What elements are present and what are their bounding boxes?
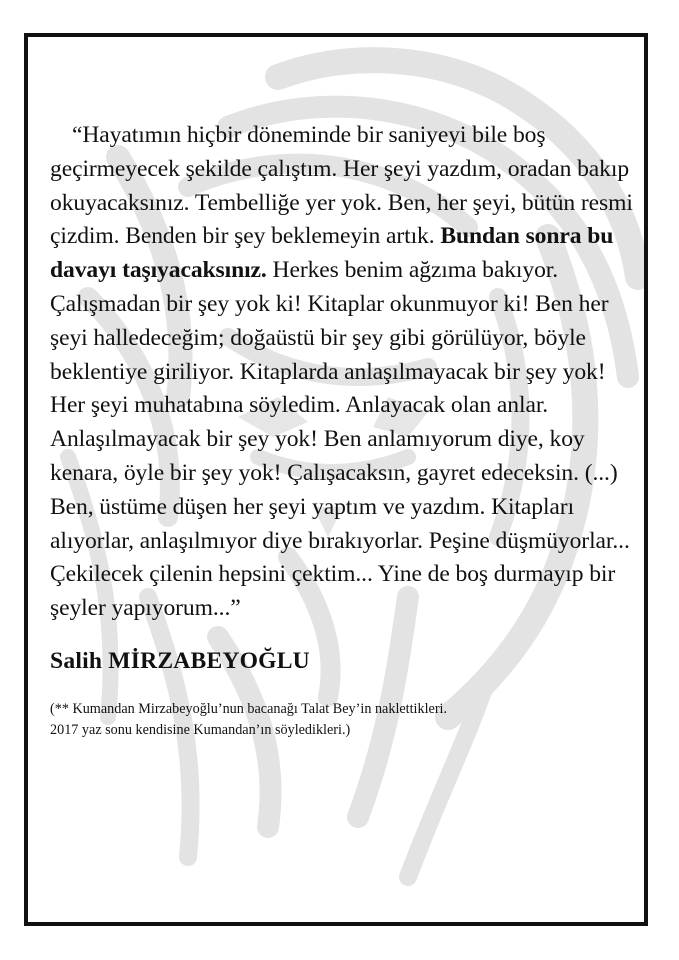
source-note-line2: 2017 yaz sonu kendisine Kumandan’ın söyledikleri.) <box>50 721 351 738</box>
quote-bold-sentence: Bundan sonra bu davayı taşıyacaksınız. <box>50 223 614 284</box>
quote-section <box>50 119 640 741</box>
quote-text <box>50 119 640 626</box>
author-name: Salih MİRZABEYOĞLU <box>50 647 310 674</box>
source-note-line1: (** Kumandan Mirzabeyoğlu’nun bacanağı Talat Bey’in naklettikleri. <box>50 700 448 717</box>
source-note <box>50 699 640 741</box>
page-frame <box>24 33 648 926</box>
quote-text-part2: Herkes benim ağzıma bakıyor. Çalışmadan bir şey yok ki! Kitaplar okunmuyor ki! Ben her şeyi halledeceğim; doğaüstü bir şey gibi görülüyor, böyle beklentiye giriliyor. Kitaplarda anlaşılmayacak bir şey yok! Her şeyi muhatabına söyledim. Anlayacak olan anlar. Anlaşılmayacak bir şey yok! Ben anlamıyorum diye, koy kenara, öyle bir şey yok! Çalışacaksın, gayret edeceksin. (...) Ben, üstüme düşen her şeyi yaptım ve yazdım. Kitapları alıyorlar, anlaşılmıyor diye bırakıyorlar. Peşine düşmüyorlar... Çekilecek çilenin hepsini çektim... Yine de boş durmayıp bir şeyler yapıyorum...” <box>50 257 630 622</box>
quote-text-part1: “Hayatımın hiçbir döneminde bir saniyeyi bile boş geçirmeyecek şekilde çalıştım. Her şeyi yazdım, oradan bakıp okuyacaksınız. Tembelliğe yer yok. Ben, her şeyi, bütün resmi çizdim. Benden bir şey beklemeyin artık. <box>50 122 633 250</box>
